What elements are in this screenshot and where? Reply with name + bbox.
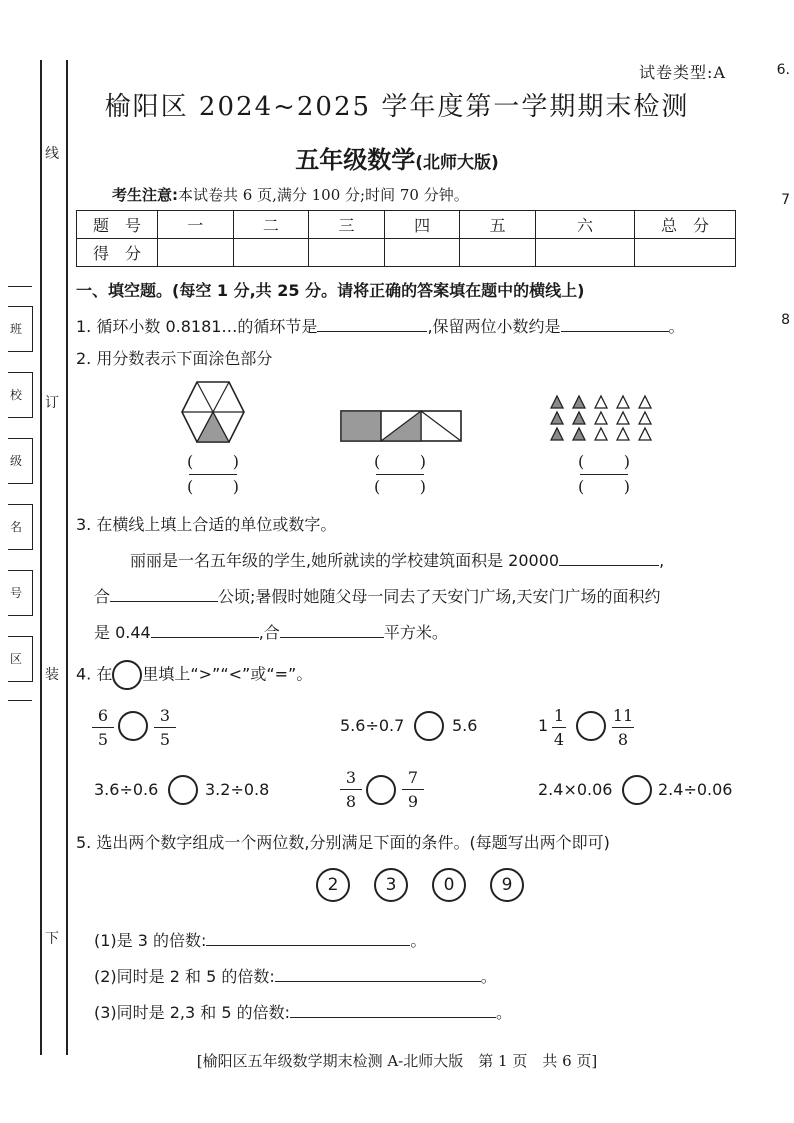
q5-sub-3: (3)同时是 2,3 和 5 的倍数: 。: [94, 1003, 513, 1022]
fraction-1-4: 1 4: [553, 706, 565, 749]
digit-card-3: 3: [374, 868, 408, 902]
q3-line1-text: 丽丽是一名五年级的学生,她所就读的学校建筑面积是 20000: [130, 551, 560, 570]
answer-blank[interactable]: [559, 551, 659, 566]
q3-line3-text-a: 是 0.44: [94, 623, 151, 642]
answer-blank[interactable]: [275, 967, 481, 982]
score-header-cell: 二: [233, 211, 309, 239]
mixed-whole-1: 1: [538, 716, 549, 735]
compare-circle[interactable]: [366, 775, 396, 805]
circle-symbol: [112, 660, 142, 690]
binding-field-number: 号: [8, 570, 33, 616]
fraction-11-8: 11 8: [612, 706, 634, 749]
score-header-cell: 一: [158, 211, 234, 239]
answer-blank[interactable]: [151, 623, 259, 638]
score-cell[interactable]: [460, 239, 536, 267]
score-header-cell: 题 号: [77, 211, 158, 239]
exam-subtitle: [0, 140, 794, 175]
binding-label-ding: 订: [45, 395, 59, 411]
triangle-grid-figure: [549, 394, 655, 442]
binding-line-outer: [40, 60, 42, 1055]
question-5: 5. 选出两个数字组成一个两位数,分别满足下面的条件。(每题写出两个即可): [76, 833, 610, 852]
q3-line-2: [94, 584, 661, 607]
score-header-cell: 三: [309, 211, 385, 239]
question-1: [76, 314, 685, 337]
q4-text-b: 里填上“>”“<”或“=”。: [142, 664, 313, 684]
score-cell[interactable]: [635, 239, 736, 267]
answer-blank[interactable]: [280, 623, 384, 638]
compare-circle[interactable]: [622, 775, 652, 805]
score-cell[interactable]: [536, 239, 635, 267]
repeating-decimal-5-6: 5.6: [452, 716, 478, 735]
q5-sub-2: (2)同时是 2 和 5 的倍数: 。: [94, 967, 497, 986]
fraction-7-9: 7 9: [402, 768, 424, 811]
paper-type: 试卷类型:A: [639, 63, 726, 82]
score-cell[interactable]: [233, 239, 309, 267]
answer-blank[interactable]: [561, 317, 669, 332]
compare-circle[interactable]: [118, 711, 148, 741]
exam-notice: [112, 184, 469, 205]
binding-label-xia: 下: [45, 931, 59, 947]
notice-label: 考生注意:: [112, 186, 178, 204]
score-table: [76, 210, 736, 267]
binding-field-district: 区: [8, 636, 33, 682]
q1-text-b: ,保留两位小数约是: [427, 317, 561, 336]
score-table-header-row: [77, 211, 736, 239]
fraction-answer-1[interactable]: ( ) ( ): [187, 452, 239, 496]
binding-field-grade: 级: [8, 438, 33, 484]
fraction-6-5: 6 5: [92, 706, 114, 749]
expr-3-2-div-0-8: 3.2÷0.8: [205, 780, 270, 799]
binding-field-name: 名: [8, 504, 33, 550]
section-heading: 一、填空题。(每空 1 分,共 25 分。请将正确的答案填在题中的横线上): [76, 281, 585, 300]
question-2: 2. 用分数表示下面涂色部分: [76, 349, 273, 368]
compare-circle[interactable]: [414, 711, 444, 741]
score-header-cell: 总 分: [635, 211, 736, 239]
binding-line-inner: [66, 60, 68, 1055]
exam-title: 榆阳区 2024~2025 学年度第一学期期末检测: [104, 92, 690, 122]
question-3: 3. 在横线上填上合适的单位或数字。: [76, 515, 337, 534]
q1-text-a: 1. 循环小数 0.8181…的循环节是: [76, 317, 318, 336]
answer-blank[interactable]: [206, 931, 410, 946]
fraction-answer-2[interactable]: ( ) ( ): [374, 452, 426, 496]
digit-card-9: 9: [490, 868, 524, 902]
expr-5-6-div-0-7: 5.6÷0.7: [340, 716, 405, 735]
score-cell[interactable]: [309, 239, 385, 267]
rectangle-strip-figure: [340, 410, 462, 442]
score-header-cell: 六: [536, 211, 635, 239]
binding-field-class: 班: [8, 306, 33, 352]
digit-card-2: 2: [316, 868, 350, 902]
score-header-cell: 四: [384, 211, 460, 239]
edition-name: (北师大版): [415, 153, 499, 173]
binding-label-zhuang: 装: [45, 667, 59, 683]
q3-line-3: [94, 620, 448, 643]
answer-blank[interactable]: [290, 1003, 496, 1018]
digit-card-0: 0: [432, 868, 466, 902]
notice-text: 本试卷共 6 页,满分 100 分;时间 70 分钟。: [178, 186, 469, 204]
score-cell[interactable]: [158, 239, 234, 267]
q3-line2-text-b: 公顷;暑假时她随父母一同去了天安门广场,天安门广场的面积约: [218, 587, 661, 606]
answer-blank[interactable]: [317, 317, 427, 332]
q1-text-c: 。: [668, 317, 685, 336]
hexagon-figure: [180, 380, 246, 444]
q3-line3-text-c: 平方米。: [383, 623, 448, 642]
expr-2-4-div-0-06: 2.4÷0.06: [658, 780, 733, 799]
q5-sub-1: (1)是 3 的倍数: 。: [94, 931, 427, 950]
binding-field-line: [8, 286, 32, 287]
expr-3-6-div-0-6: 3.6÷0.6: [94, 780, 159, 799]
page-edge-mark: 7: [781, 192, 790, 208]
score-row-label: 得 分: [77, 239, 158, 267]
score-header-cell: 五: [460, 211, 536, 239]
fraction-3-8: 3 8: [340, 768, 362, 811]
binding-field-school: 校: [8, 372, 33, 418]
page-edge-mark: 8: [781, 312, 790, 328]
compare-circle[interactable]: [168, 775, 198, 805]
binding-field-line: [8, 700, 32, 701]
score-cell[interactable]: [384, 239, 460, 267]
q3-line2-text-a: 合: [94, 587, 111, 606]
q3-line-1: [130, 548, 664, 571]
q3-line3-text-b: ,合: [258, 623, 280, 642]
q4-text-a: 4. 在: [76, 664, 113, 684]
subject-name: 五年级数学: [295, 146, 416, 174]
binding-label-xian: 线: [45, 146, 59, 162]
fraction-3-5: 3 5: [154, 706, 176, 749]
score-table-score-row: [77, 239, 736, 267]
question-4: [76, 660, 312, 690]
expr-2-4-times-0-06: 2.4×0.06: [538, 780, 613, 799]
page-footer: [榆阳区五年级数学期末检测 A-北师大版 第 1 页 共 6 页]: [196, 1052, 598, 1070]
page-edge-mark: 6.: [776, 62, 790, 78]
fraction-answer-3[interactable]: ( ) ( ): [578, 452, 630, 496]
q3-line1-end: ,: [659, 551, 665, 570]
answer-blank[interactable]: [110, 587, 218, 602]
compare-circle[interactable]: [576, 711, 606, 741]
